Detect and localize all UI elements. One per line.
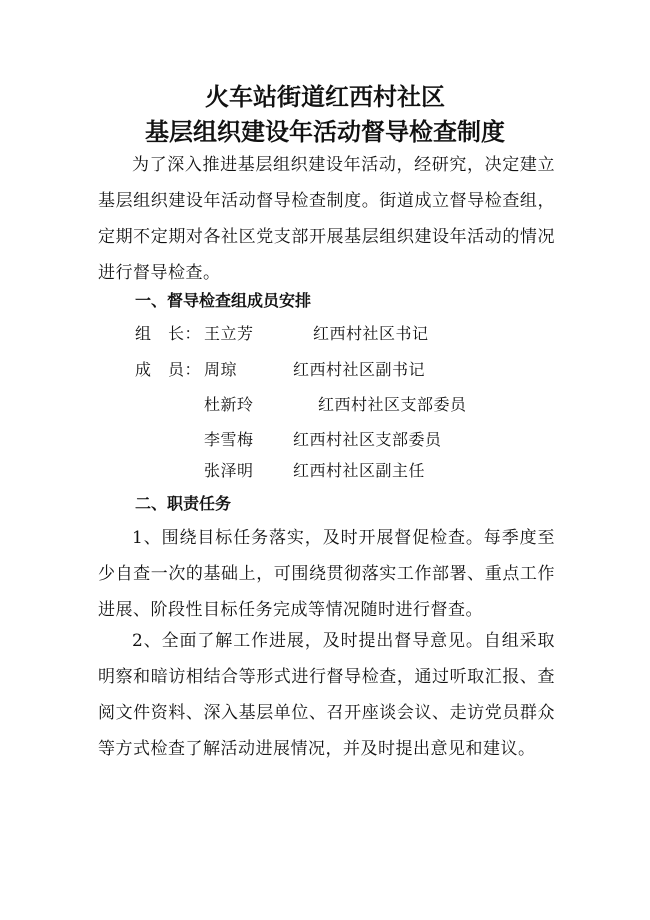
member-role: 红西村社区支部委员 [318,395,467,414]
member-name: 杜新玲 [204,395,254,414]
duty-paragraph-1: 1、围绕目标任务落实，及时开展督促检查。每季度至少自查一次的基础上，可围绕贯彻落实工作部署、重点工作进展、阶段性目标任务完成等情况随时进行督查。 [98,528,555,620]
section1-heading: 一、督导检查组成员安排 [135,291,312,310]
document-title-line1: 火车站街道红西村社区 [205,83,445,111]
member-role: 红西村社区副主任 [293,461,426,480]
leader-role: 红西村社区书记 [313,324,429,343]
member-name: 李雪梅 [204,430,254,449]
duty-paragraph-2: 2、全面了解工作进展，及时提出督导意见。自组采取明察和暗访相结合等形式进行督导检查，通过听取汇报、查阅文件资料、深入基层单位、召开座谈会议、走访党员群众等方式检查了解活动进展情况，并及时提出意见和建议。 [98,631,555,759]
members-label: 成 员： [135,360,202,379]
member-role: 红西村社区副书记 [293,360,426,379]
leader-name: 王立芳 [204,324,254,343]
leader-label: 组 长： [135,324,202,343]
intro-paragraph: 为了深入推进基层组织建设年活动，经研究，决定建立基层组织建设年活动督导检查制度。街道成立督导检查组，定期不定期对各社区党支部开展基层组织建设年活动的情况进行督导检查。 [98,155,555,283]
member-name: 周琼 [204,360,238,379]
member-role: 红西村社区支部委员 [293,430,442,449]
section2-heading: 二、职责任务 [135,494,232,513]
document-title-line2: 基层组织建设年活动督导检查制度 [145,118,505,146]
member-name: 张泽明 [204,461,254,480]
